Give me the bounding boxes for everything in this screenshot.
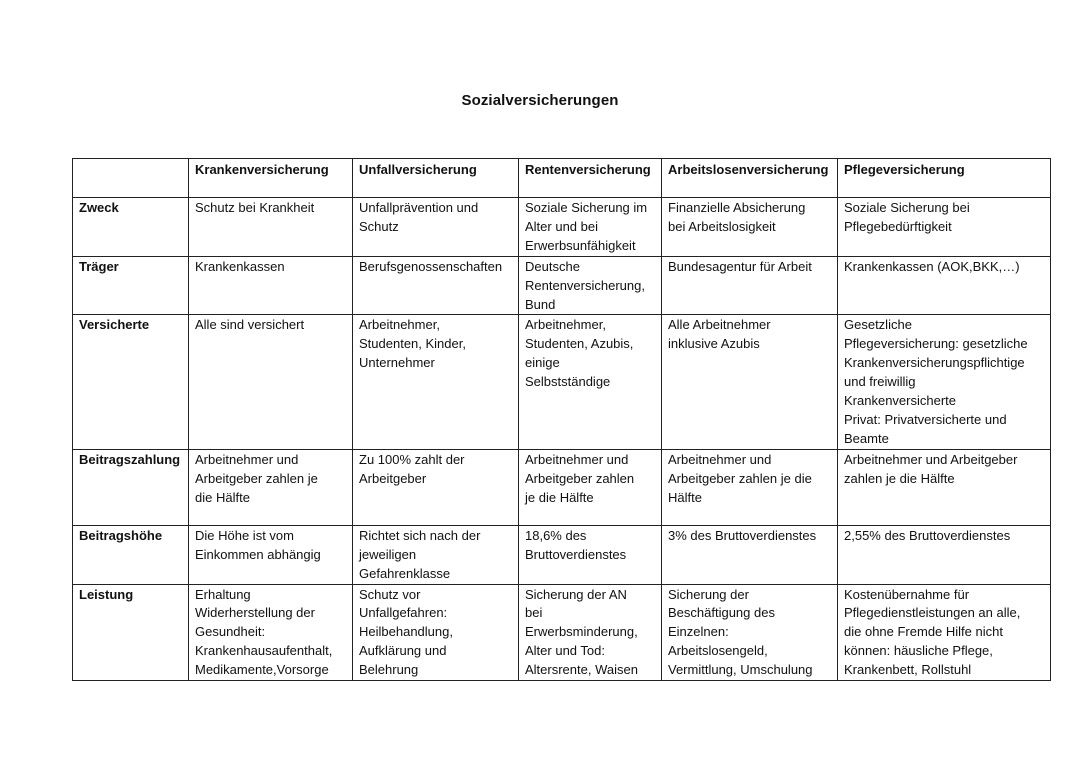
- table-cell-unfallversicherung: [353, 449, 519, 525]
- cell-text-line: Arbeitnehmer und: [195, 451, 299, 467]
- cell-text-line: Gesetzliche: [844, 317, 912, 333]
- row-label: Beitragshöhe: [73, 525, 189, 584]
- table-row: [73, 584, 1051, 681]
- cell-text-line: Rentenversicherung,: [525, 277, 645, 293]
- cell-text-line: Kostenübernahme für: [844, 586, 970, 602]
- cell-text-line: Privat: Privatversicherte und: [844, 411, 1007, 427]
- cell-text-line: Unfallprävention und: [359, 200, 479, 215]
- cell-text-line: Sicherung der: [668, 586, 749, 602]
- cell-text-line: 18,6% des: [525, 527, 587, 543]
- corner-cell: [73, 159, 189, 198]
- table-cell-arbeitslosenversicherung: [662, 198, 838, 257]
- cell-text-line: Alter und bei: [525, 218, 598, 234]
- cell-text-line: Berufsgenossenschaften: [359, 258, 503, 274]
- cell-text-line: Krankenbett, Rollstuhl: [844, 662, 972, 678]
- cell-text-line: Finanzielle Absicherung: [668, 200, 806, 215]
- cell-text-line: Widerherstellung der: [195, 605, 315, 621]
- cell-text-line: Altersrente, Waisen: [525, 662, 638, 678]
- table-row: [73, 315, 1051, 449]
- cell-text-line: und freiwillig: [844, 374, 916, 390]
- cell-text-line: Deutsche: [525, 258, 580, 274]
- table-cell-rentenversicherung: [519, 315, 662, 449]
- table-row: [73, 449, 1051, 525]
- cell-text-line: Die Höhe ist vom: [195, 527, 294, 543]
- cell-text-line: bei: [525, 605, 543, 621]
- cell-text-line: Einzelnen:: [668, 624, 729, 640]
- table-cell-rentenversicherung: [519, 198, 662, 257]
- cell-text-line: Arbeitnehmer und: [525, 451, 629, 467]
- table-cell-unfallversicherung: [353, 198, 519, 257]
- cell-text-line: die Hälfte: [195, 489, 250, 505]
- cell-text-line: Arbeitnehmer und: [668, 451, 772, 467]
- table-cell-unfallversicherung: [353, 315, 519, 449]
- table-cell-rentenversicherung: [519, 525, 662, 584]
- cell-text-line: Soziale Sicherung bei: [844, 200, 970, 215]
- column-header-pflegeversicherung: Pflegeversicherung: [838, 159, 1051, 198]
- cell-text-line: Alle Arbeitnehmer: [668, 317, 771, 333]
- cell-text-line: Gefahrenklasse: [359, 565, 451, 581]
- social-insurance-table: [72, 158, 1051, 681]
- row-label: Beitragszahlung: [73, 449, 189, 525]
- table-cell-pflegeversicherung: [838, 256, 1051, 315]
- cell-text-line: Einkommen abhängig: [195, 546, 321, 562]
- table-cell-krankenversicherung: [189, 198, 353, 257]
- table-cell-unfallversicherung: [353, 525, 519, 584]
- cell-text-line: Arbeitgeber zahlen je: [195, 470, 318, 486]
- table-cell-krankenversicherung: [189, 256, 353, 315]
- cell-text-line: Krankenkassen (AOK,BKK,…): [844, 258, 1020, 274]
- cell-text-line: Krankenversicherungspflichtige: [844, 355, 1025, 371]
- cell-text-line: Hälfte: [668, 489, 702, 505]
- cell-text-line: bei Arbeitslosigkeit: [668, 218, 776, 234]
- table-cell-krankenversicherung: [189, 525, 353, 584]
- table-row: [73, 256, 1051, 315]
- table-cell-krankenversicherung: [189, 584, 353, 681]
- table-cell-pflegeversicherung: [838, 449, 1051, 525]
- table-cell-rentenversicherung: [519, 449, 662, 525]
- cell-text-line: 2,55% des Bruttoverdienstes: [844, 527, 1011, 543]
- table-cell-krankenversicherung: [189, 449, 353, 525]
- row-label: Zweck: [73, 198, 189, 257]
- row-label: Träger: [73, 256, 189, 315]
- cell-text-line: jeweiligen: [359, 546, 417, 562]
- cell-text-line: Bundesagentur für Arbeit: [668, 258, 812, 274]
- table-header-row: [73, 159, 1051, 198]
- table-cell-rentenversicherung: [519, 256, 662, 315]
- table-cell-pflegeversicherung: [838, 198, 1051, 257]
- cell-text-line: zahlen je die Hälfte: [844, 470, 955, 486]
- cell-text-line: Arbeitnehmer und Arbeitgeber: [844, 451, 1018, 467]
- cell-text-line: 3% des Bruttoverdienstes: [668, 527, 817, 543]
- cell-text-line: Heilbehandlung,: [359, 624, 453, 640]
- table-cell-arbeitslosenversicherung: [662, 315, 838, 449]
- cell-text-line: Studenten, Kinder,: [359, 336, 466, 352]
- cell-text-line: Beamte: [844, 430, 889, 446]
- cell-text-line: können: häusliche Pflege,: [844, 643, 993, 659]
- cell-text-line: Arbeitslosengeld,: [668, 643, 768, 659]
- cell-text-line: Schutz bei Krankheit: [195, 200, 315, 215]
- cell-text-line: Arbeitgeber zahlen: [525, 470, 635, 486]
- cell-text-line: Krankenhausaufenthalt,: [195, 643, 333, 659]
- column-header-arbeitslosenversicherung: Arbeitslosenversicherung: [662, 159, 838, 198]
- cell-text-line: Bruttoverdienstes: [525, 546, 627, 562]
- cell-text-line: Unternehmer: [359, 355, 435, 371]
- cell-text-line: Vermittlung, Umschulung: [668, 662, 813, 678]
- row-label: Leistung: [73, 584, 189, 681]
- cell-text-line: Selbstständige: [525, 374, 611, 390]
- cell-text-line: Medikamente,Vorsorge: [195, 662, 329, 678]
- cell-text-line: die ohne Fremde Hilfe nicht: [844, 624, 1003, 640]
- row-label: Versicherte: [73, 315, 189, 449]
- cell-text-line: Alter und Tod:: [525, 643, 605, 659]
- table-cell-unfallversicherung: [353, 584, 519, 681]
- column-header-rentenversicherung: Rentenversicherung: [519, 159, 662, 198]
- cell-text-line: Erwerbsunfähigkeit: [525, 237, 636, 253]
- table-cell-pflegeversicherung: [838, 525, 1051, 584]
- cell-text-line: Erhaltung: [195, 586, 251, 602]
- cell-text-line: Arbeitgeber zahlen je die: [668, 470, 812, 486]
- cell-text-line: Arbeitnehmer,: [359, 317, 440, 333]
- table-cell-pflegeversicherung: [838, 584, 1051, 681]
- cell-text-line: Studenten, Azubis,: [525, 336, 634, 352]
- cell-text-line: Belehrung: [359, 662, 419, 678]
- cell-text-line: Krankenversicherte: [844, 393, 956, 409]
- table-cell-krankenversicherung: [189, 315, 353, 449]
- cell-text-line: inklusive Azubis: [668, 336, 760, 352]
- table-body: [73, 198, 1051, 681]
- table-row: [73, 525, 1051, 584]
- table-cell-pflegeversicherung: [838, 315, 1051, 449]
- cell-text-line: Erwerbsminderung,: [525, 624, 638, 640]
- cell-text-line: einige: [525, 355, 560, 371]
- cell-text-line: Krankenkassen: [195, 258, 285, 274]
- cell-text-line: Alle sind versichert: [195, 317, 305, 333]
- cell-text-line: Soziale Sicherung im: [525, 200, 648, 215]
- cell-text-line: Pflegedienstleistungen an alle,: [844, 605, 1021, 621]
- cell-text-line: Zu 100% zahlt der: [359, 451, 465, 467]
- table-cell-arbeitslosenversicherung: [662, 449, 838, 525]
- page-title: Sozialversicherungen: [461, 92, 619, 109]
- column-header-krankenversicherung: Krankenversicherung: [189, 159, 353, 198]
- cell-text-line: Unfallgefahren:: [359, 605, 448, 621]
- cell-text-line: Beschäftigung des: [668, 605, 775, 621]
- cell-text-line: Schutz: [359, 218, 399, 234]
- cell-text-line: Arbeitgeber: [359, 470, 427, 486]
- table-row: [73, 198, 1051, 257]
- table-cell-unfallversicherung: [353, 256, 519, 315]
- cell-text-line: Arbeitnehmer,: [525, 317, 606, 333]
- cell-text-line: Sicherung der AN: [525, 586, 627, 602]
- cell-text-line: Pflegeversicherung: gesetzliche: [844, 336, 1028, 352]
- cell-text-line: Schutz vor: [359, 586, 421, 602]
- table-cell-arbeitslosenversicherung: [662, 584, 838, 681]
- cell-text-line: Gesundheit:: [195, 624, 266, 640]
- cell-text-line: Richtet sich nach der: [359, 527, 481, 543]
- cell-text-line: Bund: [525, 296, 556, 312]
- cell-text-line: Aufklärung und: [359, 643, 447, 659]
- table-cell-rentenversicherung: [519, 584, 662, 681]
- table-cell-arbeitslosenversicherung: [662, 256, 838, 315]
- cell-text-line: je die Hälfte: [525, 489, 594, 505]
- cell-text-line: Pflegebedürftigkeit: [844, 218, 952, 234]
- table-cell-arbeitslosenversicherung: [662, 525, 838, 584]
- column-header-unfallversicherung: Unfallversicherung: [353, 159, 519, 198]
